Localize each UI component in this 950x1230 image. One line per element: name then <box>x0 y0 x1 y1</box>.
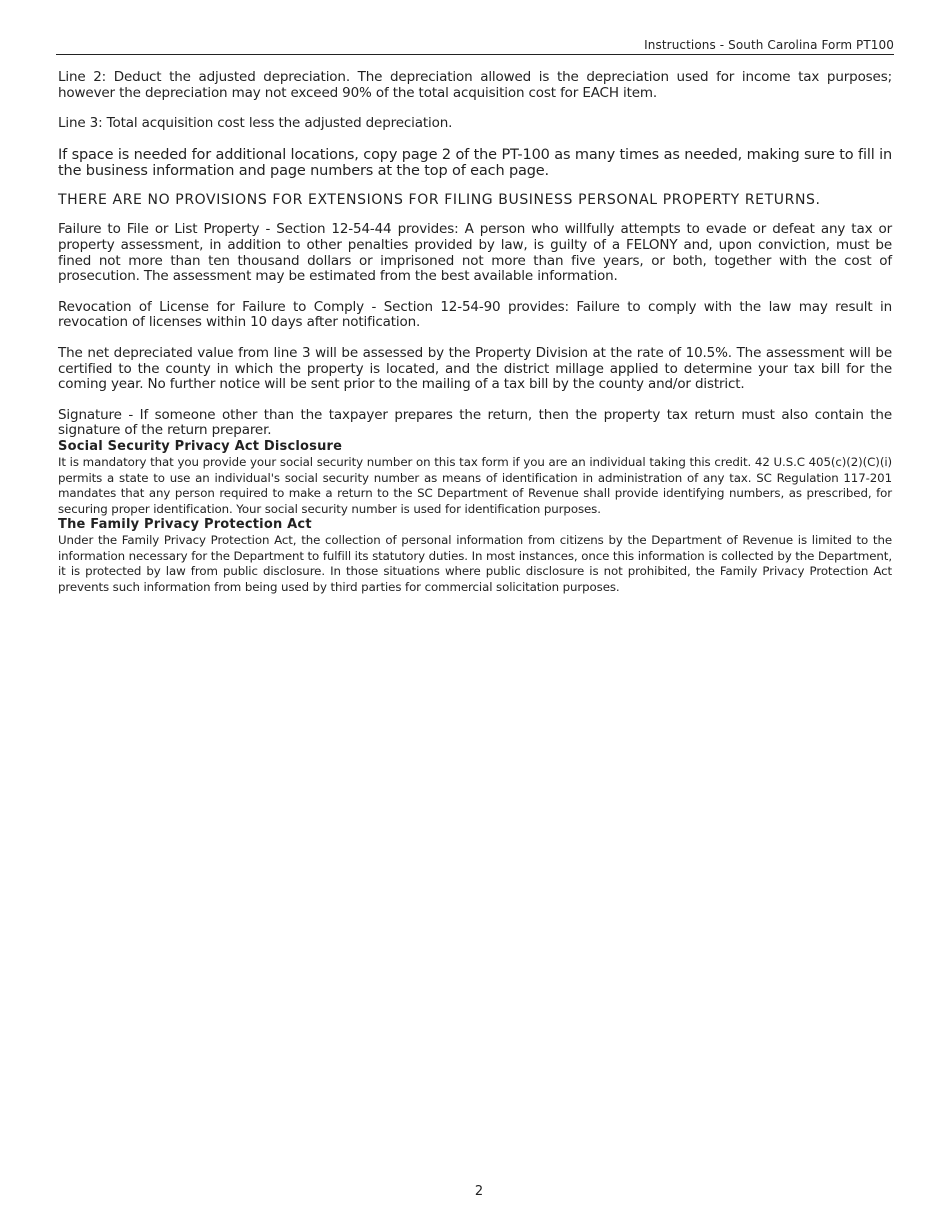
line-3-instructions: Line 3: Total acquisition cost less the adjusted depreciation. <box>58 115 453 132</box>
social-security-disclosure-body: It is mandatory that you provide your social security number on this tax form if you are an individual taking this credit. 42 U.S.C 405(c)(2)(C)(i) permits a state to use an individual's social security number as means of identification in administration of any tax. SC Regulation 117-201 mandates that any person required to make a return to the SC Department of Revenue shall provide identifying numbers, as prescribed, for securing proper identification. Your social security number is used for identification purposes. <box>58 454 892 516</box>
page-number: 2 <box>474 1184 484 1199</box>
revocation-paragraph: Revocation of License for Failure to Comply - Section 12-54-90 provides: Failure to comply with the law may result in revocation of licenses within 10 days after notification. <box>58 298 892 331</box>
social-security-disclosure-heading: Social Security Privacy Act Disclosure <box>58 438 343 454</box>
family-privacy-act-body: Under the Family Privacy Protection Act, the collection of personal information from citizens by the Department of Revenue is limited to the information necessary for the Department to fulfill its statutory duties. In most instances, once this information is collected by the Department, it is protected by law from public disclosure. In those situations where public disclosure is not prohibited, the Family Privacy Protection Act prevents such information from being used by third parties for commercial solicitation purposes. <box>58 533 892 595</box>
family-privacy-act-heading: The Family Privacy Protection Act <box>58 517 312 533</box>
page-header <box>56 36 894 55</box>
line-2-instructions: Line 2: Deduct the adjusted depreciation. The depreciation allowed is the depreciation used for income tax purposes; however the depreciation may not exceed 90% of the total acquisition cost for EACH item. <box>58 69 892 101</box>
signature-paragraph: Signature - If someone other than the taxpayer prepares the return, then the property tax return must also contain the signature of the return preparer. <box>58 406 892 439</box>
additional-locations-paragraph: If space is needed for additional locations, copy page 2 of the PT-100 as many times as needed, making sure to fill in the business information and page numbers at the top of each page. <box>58 146 892 179</box>
net-depreciated-value-paragraph: The net depreciated value from line 3 will be assessed by the Property Division at the rate of 10.5%. The assessment will be certified to the county in which the property is located, and the district millage applied to determine your tax bill for the coming year. No further notice will be sent prior to the mailing of a tax bill by the county and/or district. <box>58 344 892 393</box>
failure-to-file-paragraph: Failure to File or List Property - Section 12-54-44 provides: A person who willfully attempts to evade or defeat any tax or property assessment, in addition to other penalties provided by law, is guilty of a FELONY and, upon conviction, must be fined not more than ten thousand dollars or imprisoned not more than five years, or both, together with the cost of prosecution. The assessment may be estimated from the best available information. <box>58 221 892 285</box>
no-extensions-notice: THERE ARE NO PROVISIONS FOR EXTENSIONS FOR FILING BUSINESS PERSONAL PROPERTY RETURNS. <box>58 191 821 208</box>
instructions-body <box>58 70 892 596</box>
header-title: Instructions - South Carolina Form PT100 <box>644 38 894 52</box>
